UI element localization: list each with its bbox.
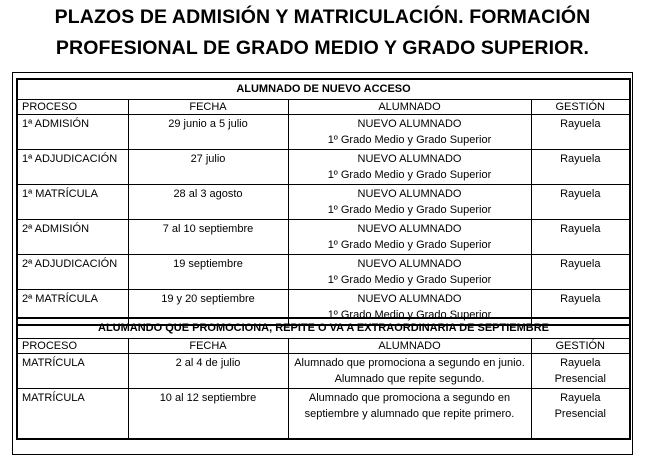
table-row [17, 255, 630, 290]
cell-gestion: Rayuela [531, 255, 630, 290]
promotion-table [16, 317, 631, 440]
gestion-line-1: Rayuela [560, 392, 601, 404]
cell-proceso: MATRÍCULA [17, 354, 128, 389]
cell-gestion: Rayuela [531, 220, 630, 255]
table-row [17, 220, 630, 255]
alumnado-line-2: 1º Grado Medio y Grado Superior [327, 204, 492, 216]
cell-fecha: 19 y 20 septiembre [128, 290, 288, 326]
cell-alumnado: Alumnado que promociona a segundo en junio. Alumnado que repite segundo. [288, 354, 531, 389]
header-fecha: FECHA [128, 100, 288, 115]
alumnado-line-2: 1º Grado Medio y Grado Superior [327, 239, 492, 251]
gestion-line-2: Presencial [554, 373, 606, 385]
table-row [17, 354, 630, 389]
header-gestion: GESTIÓN [531, 100, 630, 115]
document-title-line-2: PROFESIONAL DE GRADO MEDIO Y GRADO SUPERIOR. [55, 37, 590, 59]
cell-gestion [531, 389, 630, 440]
cell-alumnado: Alumnado que promociona a segundo en septiembre y alumnado que repite primero. [288, 389, 531, 440]
table-header-row [17, 100, 630, 115]
cell-fecha: 19 septiembre [128, 255, 288, 290]
alumnado-line-2: 1º Grado Medio y Grado Superior [327, 169, 492, 181]
section-title-new-access: ALUMNADO DE NUEVO ACCESO [17, 79, 630, 100]
cell-fecha: 2 al 4 de julio [128, 354, 288, 389]
section-title-promotion: ALUMANDO QUE PROMOCIONA, REPITE O VA A EXTRAORDINARIA DE SEPTIEMBRE [17, 318, 630, 339]
cell-gestion: Rayuela [531, 290, 630, 326]
alumnado-line-1: NUEVO ALUMNADO [357, 188, 462, 200]
table-row [17, 389, 630, 440]
header-proceso: PROCESO [17, 339, 128, 354]
alumnado-line-1: NUEVO ALUMNADO [357, 153, 462, 165]
header-alumnado: ALUMNADO [288, 100, 531, 115]
cell-fecha: 28 al 3 agosto [128, 185, 288, 220]
header-alumnado: ALUMNADO [288, 339, 531, 354]
cell-proceso: 2ª MATRÍCULA [17, 290, 128, 326]
gestion-line-1: Rayuela [560, 357, 601, 369]
cell-proceso: 1ª ADMISIÓN [17, 115, 128, 150]
cell-alumnado [288, 150, 531, 185]
cell-alumnado [288, 185, 531, 220]
table-row [17, 115, 630, 150]
alumnado-line-1: NUEVO ALUMNADO [357, 293, 462, 305]
cell-gestion: Rayuela [531, 115, 630, 150]
cell-alumnado [288, 115, 531, 150]
cell-proceso: 2ª ADJUDICACIÓN [17, 255, 128, 290]
cell-fecha: 29 junio a 5 julio [128, 115, 288, 150]
cell-alumnado [288, 255, 531, 290]
cell-gestion [531, 354, 630, 389]
cell-gestion: Rayuela [531, 150, 630, 185]
cell-fecha: 7 al 10 septiembre [128, 220, 288, 255]
alumnado-line-2: 1º Grado Medio y Grado Superior [327, 274, 492, 286]
table-header-row [17, 339, 630, 354]
gestion-line-2: Presencial [554, 408, 606, 420]
cell-proceso: MATRÍCULA [17, 389, 128, 440]
cell-alumnado [288, 220, 531, 255]
cell-proceso: 2ª ADMISIÓN [17, 220, 128, 255]
alumnado-line-1: NUEVO ALUMNADO [357, 258, 462, 270]
cell-gestion: Rayuela [531, 185, 630, 220]
new-access-table [16, 78, 631, 326]
cell-proceso: 1ª MATRÍCULA [17, 185, 128, 220]
table-row [17, 150, 630, 185]
alumnado-line-2: 1º Grado Medio y Grado Superior [327, 134, 492, 146]
alumnado-line-1: NUEVO ALUMNADO [357, 118, 462, 130]
cell-proceso: 1ª ADJUDICACIÓN [17, 150, 128, 185]
cell-fecha: 27 julio [128, 150, 288, 185]
alumnado-line-2: 1º Grado Medio y Grado Superior [327, 309, 492, 321]
table-row [17, 185, 630, 220]
header-proceso: PROCESO [17, 100, 128, 115]
document-title-line-1: PLAZOS DE ADMISIÓN Y MATRICULACIÓN. FORMACIÓN [54, 6, 591, 28]
alumnado-line-1: NUEVO ALUMNADO [357, 223, 462, 235]
header-gestion: GESTIÓN [531, 339, 630, 354]
header-fecha: FECHA [128, 339, 288, 354]
cell-fecha: 10 al 12 septiembre [128, 389, 288, 440]
